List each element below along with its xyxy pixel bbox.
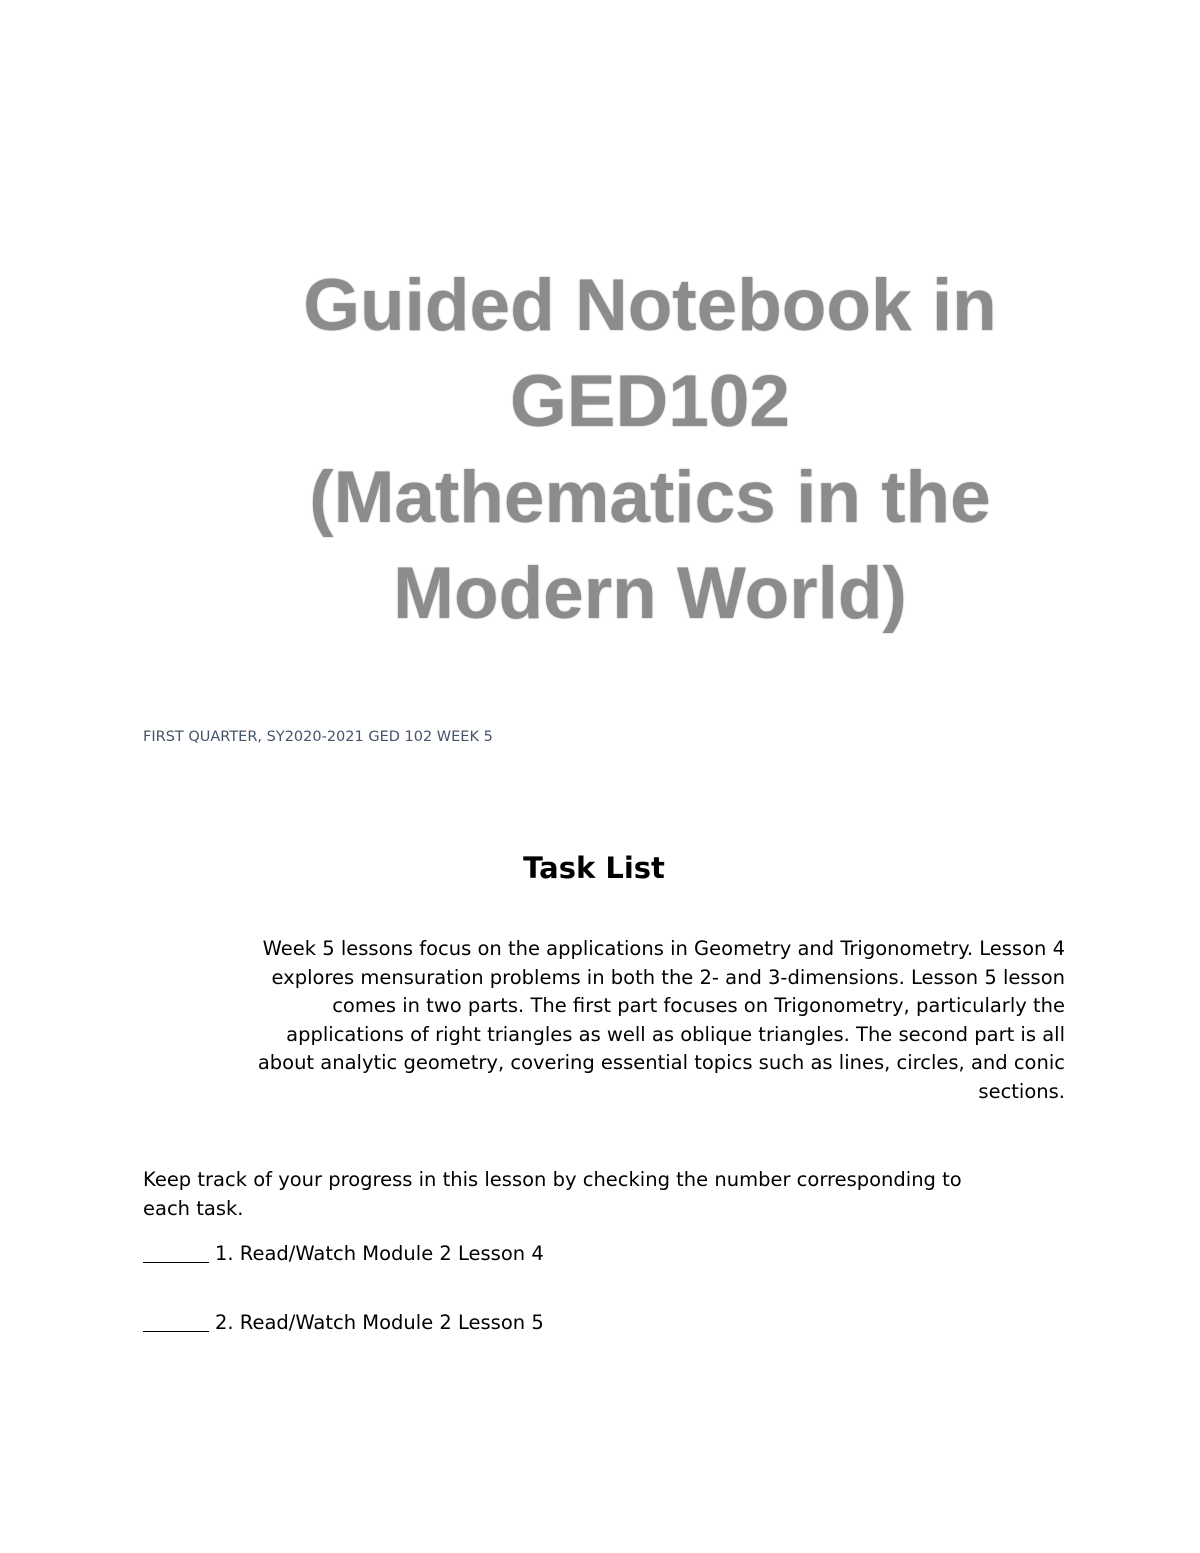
- task-list-heading: Task List: [523, 851, 665, 885]
- title-line-4: Modern World): [393, 553, 907, 634]
- task-2-label: 2. Read/Watch Module 2 Lesson 5: [215, 1311, 544, 1334]
- progress-instructions: [143, 1166, 1083, 1223]
- title-line-2: GED102: [510, 361, 790, 442]
- intro-line-4: applications of right triangles as well as oblique triangles. The second part is all: [286, 1022, 1065, 1046]
- title-line-1: Guided Notebook in: [303, 265, 997, 346]
- task-2-checkbox-blank[interactable]: [143, 1311, 209, 1332]
- task-item-1: [143, 1239, 544, 1268]
- intro-line-5: about analytic geometry, covering essential topics such as lines, circles, and conic: [257, 1051, 1065, 1075]
- progress-line-2: each task.: [143, 1196, 244, 1220]
- intro-line-6: sections.: [978, 1079, 1065, 1103]
- intro-line-1: Week 5 lessons focus on the applications in Geometry and Trigonometry. Lesson 4: [262, 937, 1065, 960]
- document-title: [250, 258, 1050, 642]
- quarter-subtitle: FIRST QUARTER, SY2020-2021 GED 102 WEEK 5: [143, 729, 493, 745]
- title-line-3: (Mathematics in the: [309, 457, 991, 538]
- intro-line-2: explores mensuration problems in both the 2- and 3-dimensions. Lesson 5 lesson: [271, 965, 1065, 989]
- task-1-checkbox-blank[interactable]: [143, 1242, 209, 1263]
- intro-line-3: comes in two parts. The first part focuses on Trigonometry, particularly the: [332, 994, 1065, 1018]
- progress-line-1: Keep track of your progress in this lesson by checking the number corresponding to: [143, 1168, 962, 1191]
- intro-paragraph: [258, 935, 1065, 1107]
- task-item-2: [143, 1308, 544, 1337]
- task-1-label: 1. Read/Watch Module 2 Lesson 4: [215, 1242, 544, 1265]
